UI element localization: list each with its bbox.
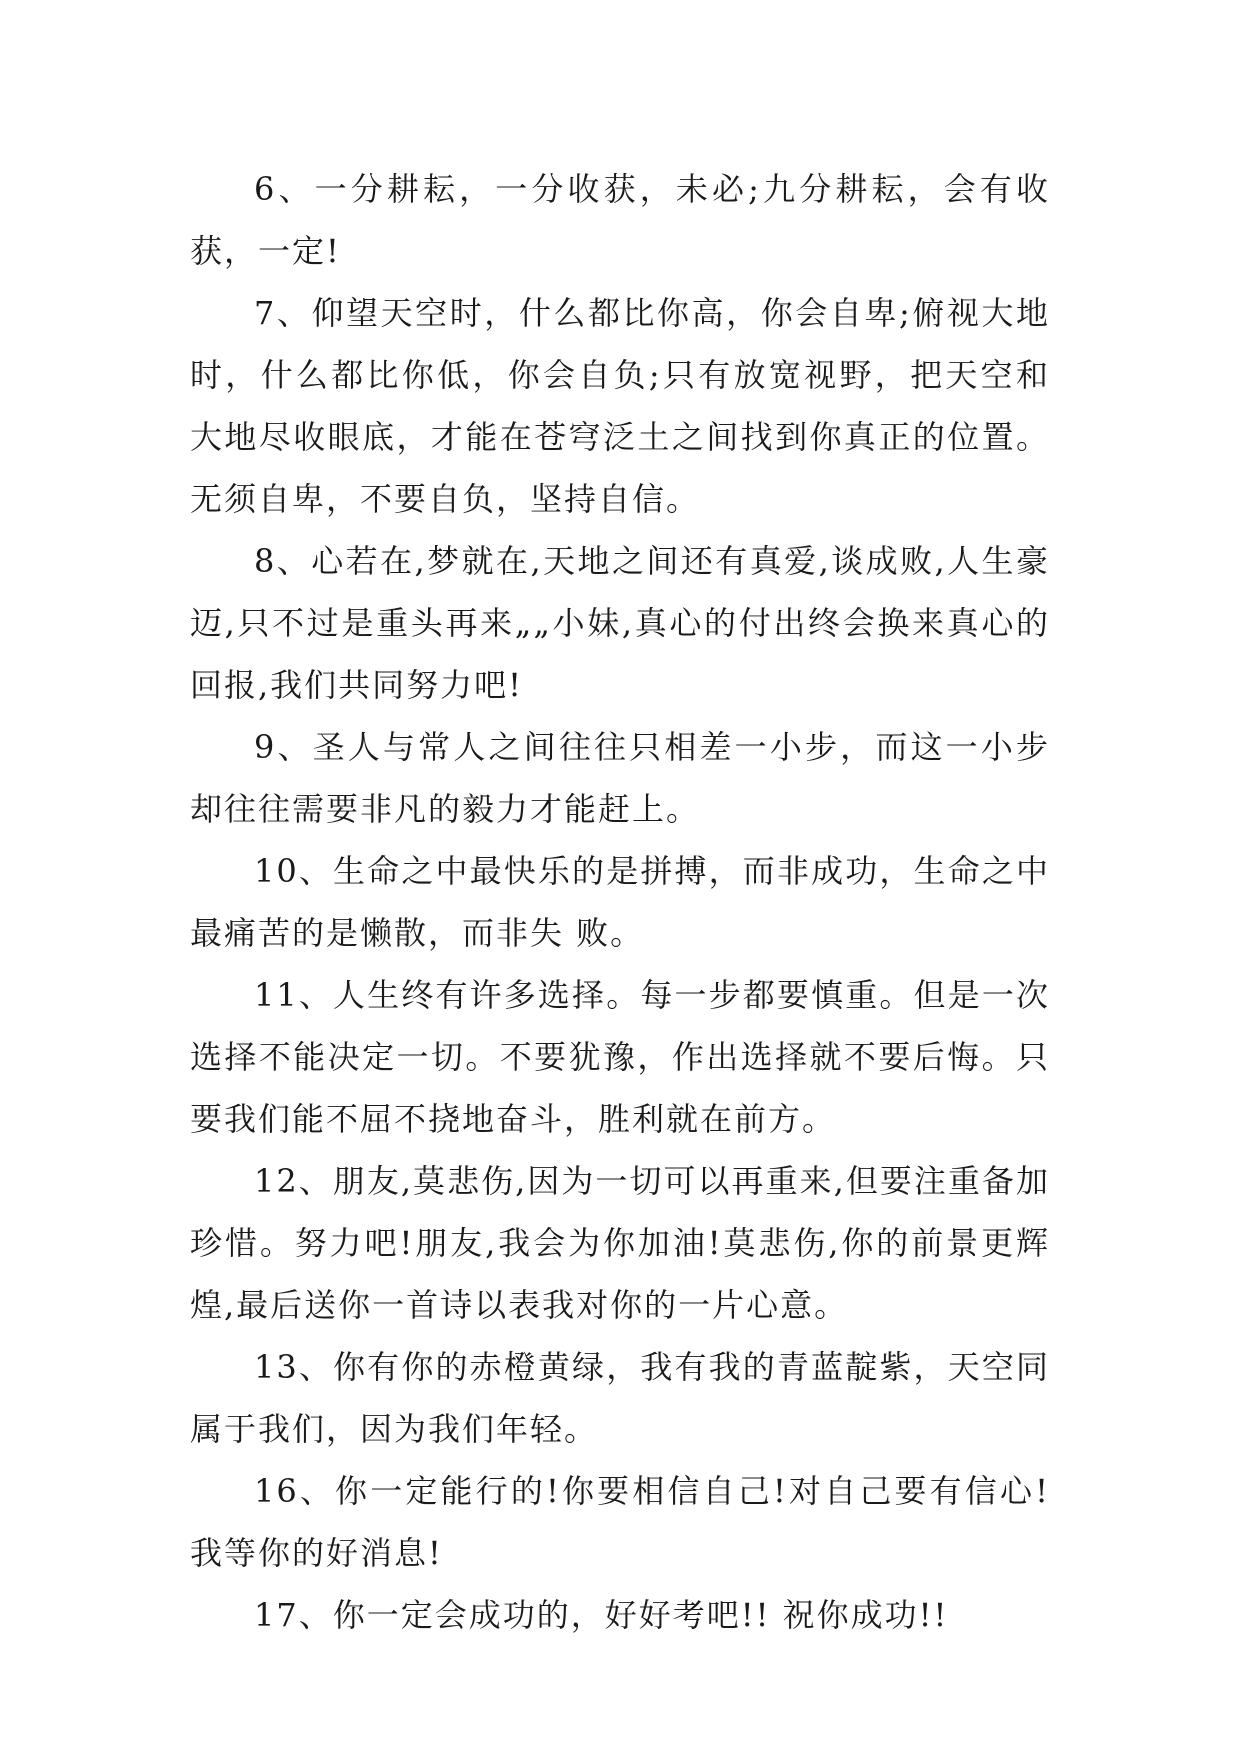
paragraph-8: 8、心若在,梦就在,天地之间还有真爱,谈成败,人生豪迈,只不过是重头再来„„小妹,真心的付出终会换来真心的回报,我们共同努力吧!	[190, 542, 1050, 704]
paragraph-7: 7、仰望天空时，什么都比你高，你会自卑;俯视大地时，什么都比你低，你会自负;只有放宽视野，把天空和大地尽收眼底，才能在苍穹泛土之间找到你真正的位置。无须自卑，不要自负，坚持自信。	[190, 294, 1050, 518]
paragraph-9: 9、圣人与常人之间往往只相差一小步，而这一小步却往往需要非凡的毅力才能赶上。	[190, 728, 1050, 828]
paragraph-10: 10、生命之中最快乐的是拼搏，而非成功，生命之中最痛苦的是懒散，而非失 败。	[190, 852, 1050, 952]
paragraph-12: 12、朋友,莫悲伤,因为一切可以再重来,但要注重备加珍惜。努力吧!朋友,我会为你加油!莫悲伤,你的前景更辉煌,最后送你一首诗以表我对你的一片心意。	[190, 1162, 1050, 1324]
paragraph-16: 16、你一定能行的!你要相信自己!对自己要有信心!我等你的好消息!	[190, 1472, 1050, 1572]
document-body	[190, 158, 1050, 1646]
paragraph-13: 13、你有你的赤橙黄绿，我有我的青蓝靛紫，天空同属于我们，因为我们年轻。	[190, 1348, 1050, 1448]
paragraph-6: 6、一分耕耘，一分收获，未必;九分耕耘，会有收获，一定!	[190, 170, 1050, 270]
paragraph-11: 11、人生终有许多选择。每一步都要慎重。但是一次选择不能决定一切。不要犹豫，作出选择就不要后悔。只要我们能不屈不挠地奋斗，胜利就在前方。	[190, 976, 1050, 1138]
paragraph-17: 17、你一定会成功的，好好考吧!! 祝你成功!!	[254, 1596, 949, 1634]
